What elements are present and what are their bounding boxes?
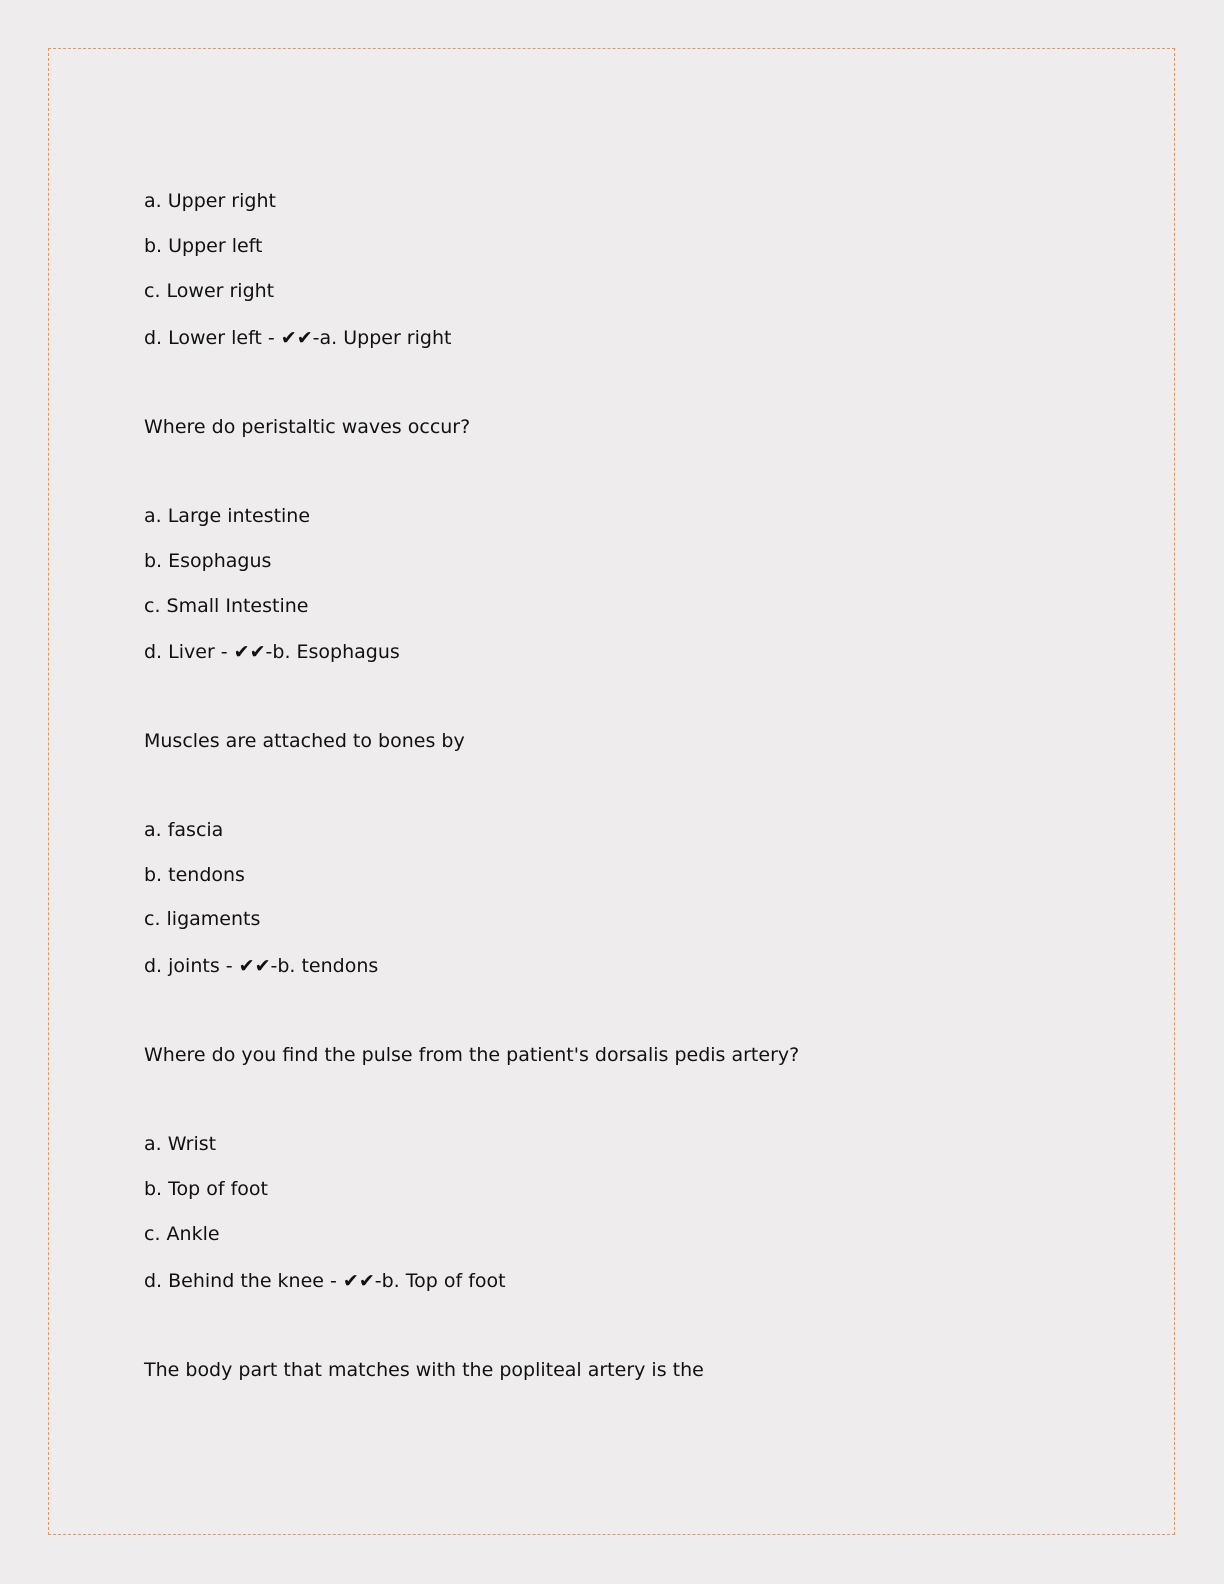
question-line: Where do peristaltic waves occur?: [144, 416, 471, 438]
answer-line: d. Lower left - ✔✔-a. Upper right: [144, 327, 452, 349]
option-line: c. ligaments: [144, 908, 261, 930]
option-line: a. Wrist: [144, 1133, 217, 1155]
question-line: Where do you find the pulse from the patient's dorsalis pedis artery?: [144, 1044, 800, 1066]
answer-line: d. Liver - ✔✔-b. Esophagus: [144, 641, 400, 663]
page-border: [48, 48, 1175, 1535]
option-line: c. Lower right: [144, 280, 275, 302]
option-line: b. tendons: [144, 864, 245, 886]
option-line: a. Large intestine: [144, 505, 311, 527]
question-line: The body part that matches with the popliteal artery is the: [144, 1359, 704, 1381]
option-line: b. Upper left: [144, 235, 263, 257]
option-line: a. fascia: [144, 819, 224, 841]
option-line: c. Small Intestine: [144, 595, 309, 617]
option-line: c. Ankle: [144, 1223, 220, 1245]
option-line: b. Top of foot: [144, 1178, 268, 1200]
answer-line: d. Behind the knee - ✔✔-b. Top of foot: [144, 1270, 506, 1292]
option-line: b. Esophagus: [144, 550, 272, 572]
option-line: a. Upper right: [144, 190, 276, 212]
question-line: Muscles are attached to bones by: [144, 730, 465, 752]
answer-line: d. joints - ✔✔-b. tendons: [144, 955, 379, 977]
